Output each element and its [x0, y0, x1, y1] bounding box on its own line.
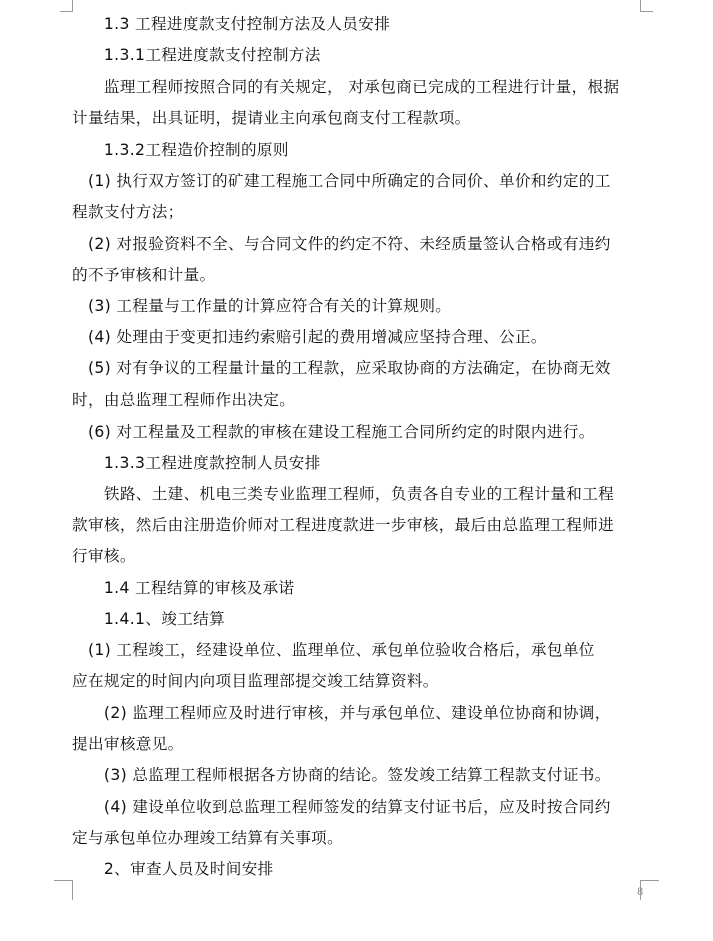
heading-section-2: 2、审查人员及时间安排	[72, 860, 274, 878]
crop-mark-bottom-left	[54, 880, 72, 881]
crop-mark-top-left	[72, 0, 73, 12]
list-item-line: (3) 总监理工程师根据各方协商的结论。签发竣工结算工程款支付证书。	[72, 766, 611, 784]
crop-mark-top-right	[641, 11, 653, 12]
list-item-line: (6) 对工程量及工程款的审核在建设工程施工合同所约定的时限内进行。	[72, 423, 595, 441]
heading-1-3-2: 1.3.2工程造价控制的原则	[72, 141, 289, 159]
list-item-line: (4) 建设单位收到总监理工程师签发的结算支付证书后，应及时按合同约	[72, 798, 611, 816]
list-item-line: 应在规定的时间内向项目监理部提交竣工结算资料。	[72, 672, 439, 690]
list-item-line: 提出审核意见。	[72, 735, 184, 753]
paragraph-line: 监理工程师按照合同的有关规定， 对承包商已完成的工程进行计量，根据	[72, 78, 620, 96]
paragraph-line: 计量结果，出具证明，提请业主向承包商支付工程款项。	[72, 109, 471, 127]
heading-1-4: 1.4 工程结算的审核及承诺	[72, 579, 295, 597]
list-item-line: (2) 对报验资料不全、与合同文件的约定不符、未经质量签认合格或有违约	[72, 235, 611, 253]
list-item-line: (1) 工程竣工，经建设单位、监理单位、承包单位验收合格后，承包单位	[72, 641, 595, 659]
crop-mark-top-left	[60, 11, 72, 12]
list-item-line: (2) 监理工程师应及时进行审核，并与承包单位、建设单位协商和协调，	[72, 704, 611, 722]
crop-mark-bottom-left	[72, 880, 73, 900]
list-item-line: (1) 执行双方签订的矿建工程施工合同中所确定的合同价、单价和约定的工	[72, 172, 611, 190]
page-number: 8	[637, 887, 644, 898]
heading-1-4-1: 1.4.1、竣工结算	[72, 610, 226, 628]
heading-1-3: 1.3 工程进度款支付控制方法及人员安排	[72, 15, 391, 33]
paragraph-line: 铁路、土建、机电三类专业监理工程师，负责各自专业的工程计量和工程	[72, 485, 615, 503]
list-item-line: 的不予审核和计量。	[72, 266, 216, 284]
list-item-line: 时，由总监理工程师作出决定。	[72, 391, 296, 409]
list-item-line: (4) 处理由于变更扣违约索赔引起的费用增减应坚持合理、公正。	[72, 328, 547, 346]
paragraph-line: 款审核，然后由注册造价师对工程进度款进一步审核，最后由总监理工程师进	[72, 516, 615, 534]
list-item-line: 程款支付方法；	[72, 203, 184, 221]
crop-mark-bottom-right	[641, 880, 659, 881]
list-item-line: (5) 对有争议的工程量计量的工程款，应采取协商的方法确定，在协商无效	[72, 359, 611, 377]
heading-1-3-3: 1.3.3工程进度款控制人员安排	[72, 454, 321, 472]
heading-1-3-1: 1.3.1工程进度款支付控制方法	[72, 46, 321, 64]
list-item-line: (3) 工程量与工作量的计算应符合有关的计算规则。	[72, 297, 452, 315]
list-item-line: 定与承包单位办理竣工结算有关事项。	[72, 829, 344, 847]
paragraph-line: 行审核。	[72, 547, 136, 565]
